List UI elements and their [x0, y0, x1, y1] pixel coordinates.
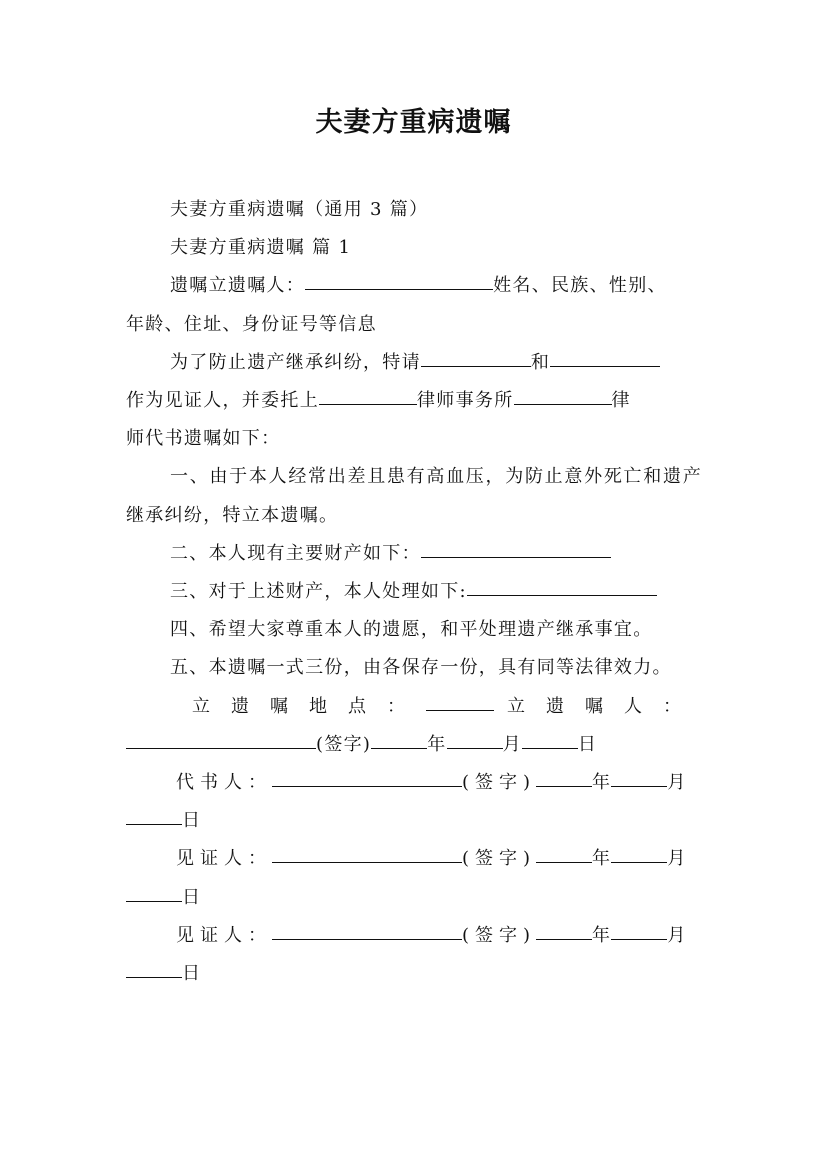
- document-title: 夫妻方重病遗嘱: [315, 107, 512, 138]
- witness-1-month-blank: [611, 840, 667, 863]
- clause-4: 四、希望大家尊重本人的遗愿，和平处理遗产继承事宜。: [170, 619, 653, 641]
- scribe-month-blank: [611, 764, 667, 787]
- witness-1-day-line: 日: [126, 879, 702, 917]
- testator-blank: [305, 267, 493, 290]
- witness-blank-2: [550, 344, 660, 367]
- section-heading: 夫妻方重病遗嘱 篇 1: [170, 237, 352, 259]
- scribe-day-blank: [126, 802, 182, 825]
- witness-2-day-line: 日: [126, 955, 702, 993]
- testator-line: 遗嘱立遗嘱人： 姓名、民族、性别、: [126, 267, 702, 305]
- testator-note: 年龄、住址、身份证号等信息: [126, 313, 377, 335]
- clause-1: 一、由于本人经常出差且患有高血压，为防止意外死亡和遗产继承纠纷，特立本遗嘱。: [126, 466, 702, 526]
- clause-5: 五、本遗嘱一式三份，由各保存一份，具有同等法律效力。: [170, 657, 672, 679]
- scribe-year-blank: [536, 764, 592, 787]
- scribe-line: 代书人： (签字) 年 月: [126, 764, 702, 802]
- law-firm-blank: [514, 382, 612, 405]
- witness-2-year-blank: [536, 917, 592, 940]
- testator-day-blank: [522, 726, 578, 749]
- witness-2-month-blank: [611, 917, 667, 940]
- witness-2-day-blank: [126, 955, 182, 978]
- entrust-blank: [319, 382, 417, 405]
- subtitle: 夫妻方重病遗嘱（通用 3 篇）: [170, 199, 429, 220]
- witness-2-line: 见证人： (签字) 年 月: [126, 917, 702, 955]
- place-line: 立遗嘱地点： 立遗嘱人：: [126, 688, 702, 726]
- scribe-day-line: 日: [126, 802, 702, 840]
- witness-2-blank: [272, 917, 462, 940]
- testator-month-blank: [447, 726, 503, 749]
- property-blank: [421, 535, 611, 558]
- witness-line-1: 为了防止遗产继承纠纷，特请 和: [126, 344, 702, 382]
- place-blank: [426, 688, 494, 711]
- disposal-blank: [467, 573, 657, 596]
- witness-blank-1: [421, 344, 531, 367]
- testator-sign-line: (签字) 年 月 日: [126, 726, 702, 764]
- witness-1-blank: [272, 840, 462, 863]
- witness-line-3: 师代书遗嘱如下：: [126, 428, 281, 450]
- witness-1-day-blank: [126, 879, 182, 902]
- witness-1-line: 见证人： (签字) 年 月: [126, 840, 702, 878]
- testator-sign-blank: [126, 726, 316, 749]
- clause-3: 三、对于上述财产，本人处理如下:: [126, 573, 702, 611]
- document-body: [126, 191, 702, 993]
- testator-year-blank: [371, 726, 427, 749]
- scribe-blank: [272, 764, 462, 787]
- clause-2: 二、本人现有主要财产如下：: [126, 535, 702, 573]
- witness-1-year-blank: [536, 840, 592, 863]
- witness-line-2: 作为见证人，并委托上 律师事务所 律: [126, 382, 702, 420]
